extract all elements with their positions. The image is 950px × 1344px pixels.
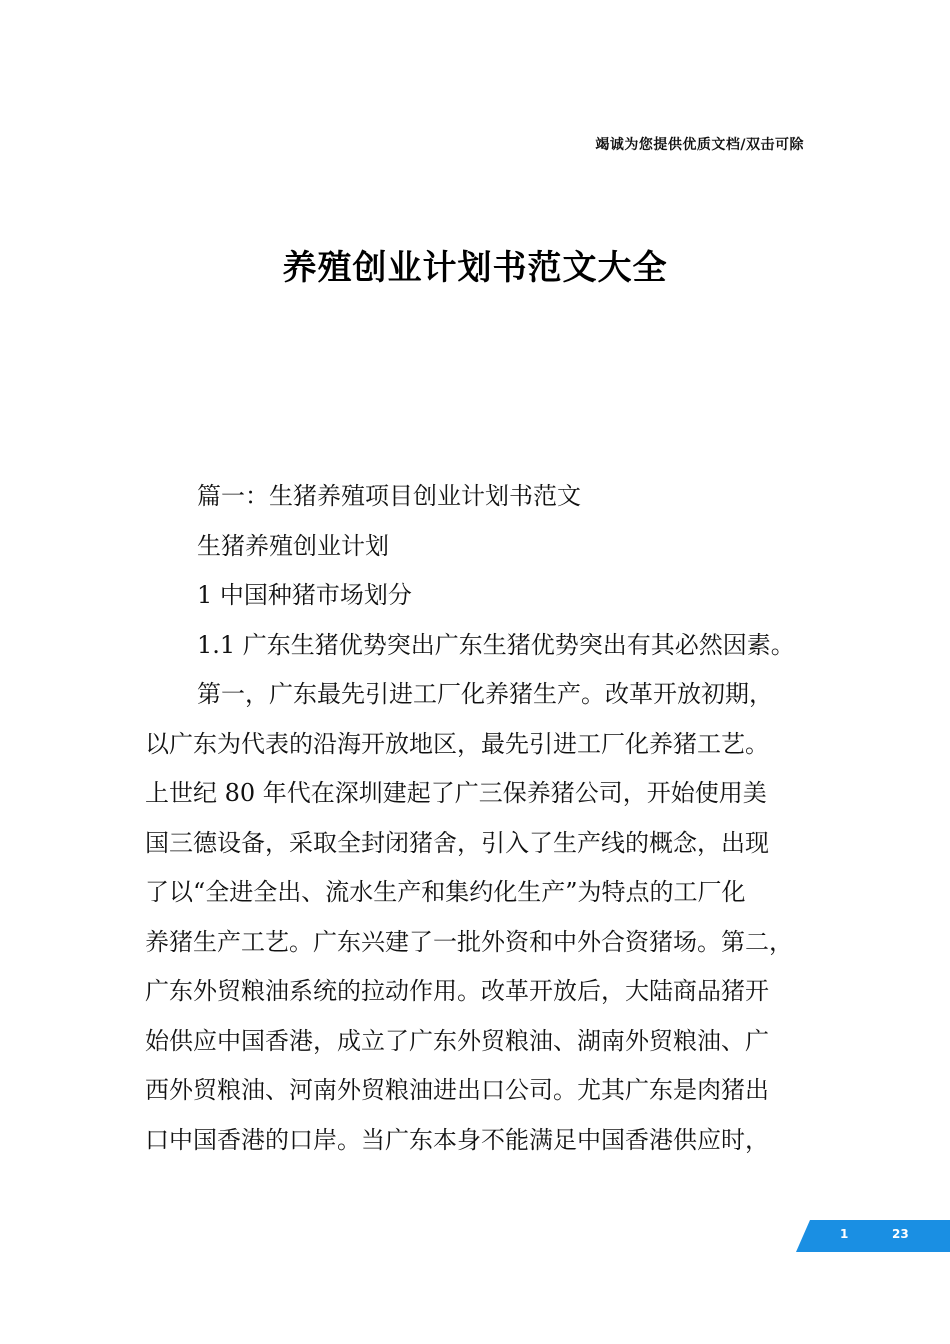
- subsection-heading: 生猪养殖创业计划: [197, 531, 389, 560]
- paragraph-line: 了以“全进全出、流水生产和集约化生产”为特点的工厂化: [145, 878, 746, 906]
- document-body: [145, 472, 817, 1165]
- paragraph-line: 上世纪 80 年代在深圳建起了广三保养猪公司，开始使用美: [145, 779, 767, 807]
- paragraph-line: 口中国香港的口岸。当广东本身不能满足中国香港供应时，: [145, 1125, 769, 1154]
- paragraph-line: 始供应中国香港，成立了广东外贸粮油、湖南外贸粮油、广: [145, 1026, 769, 1055]
- paragraph-line: 1.1 广东生猪优势突出广东生猪优势突出有其必然因素。: [197, 630, 795, 659]
- section-heading: 篇一：生猪养殖项目创业计划书范文: [197, 482, 581, 510]
- paragraph-line: 西外贸粮油、河南外贸粮油进出口公司。尤其广东是肉猪出: [145, 1076, 769, 1104]
- paragraph-line: 广东外贸粮油系统的拉动作用。改革开放后，大陆商品猪开: [145, 977, 769, 1005]
- page-indicator: [796, 1220, 950, 1252]
- paragraph-line: 以广东为代表的沿海开放地区，最先引进工厂化养猪工艺。: [145, 729, 769, 758]
- document-title: 养殖创业计划书范文大全: [282, 248, 668, 288]
- total-pages-number: 23: [892, 1227, 909, 1241]
- paragraph-line: 国三德设备，采取全封闭猪舍，引入了生产线的概念，出现: [145, 828, 769, 857]
- chapter-heading: 1 中国种猪市场划分: [197, 581, 412, 609]
- paragraph-line: 第一，广东最先引进工厂化养猪生产。改革开放初期，: [197, 680, 773, 708]
- current-page-number: 1: [840, 1227, 849, 1241]
- paragraph-line: 养猪生产工艺。广东兴建了一批外资和中外合资猪场。第二，: [145, 927, 793, 956]
- header-note: 竭诚为您提供优质文档/双击可除: [595, 137, 804, 153]
- page-badge-shape: [796, 1220, 950, 1252]
